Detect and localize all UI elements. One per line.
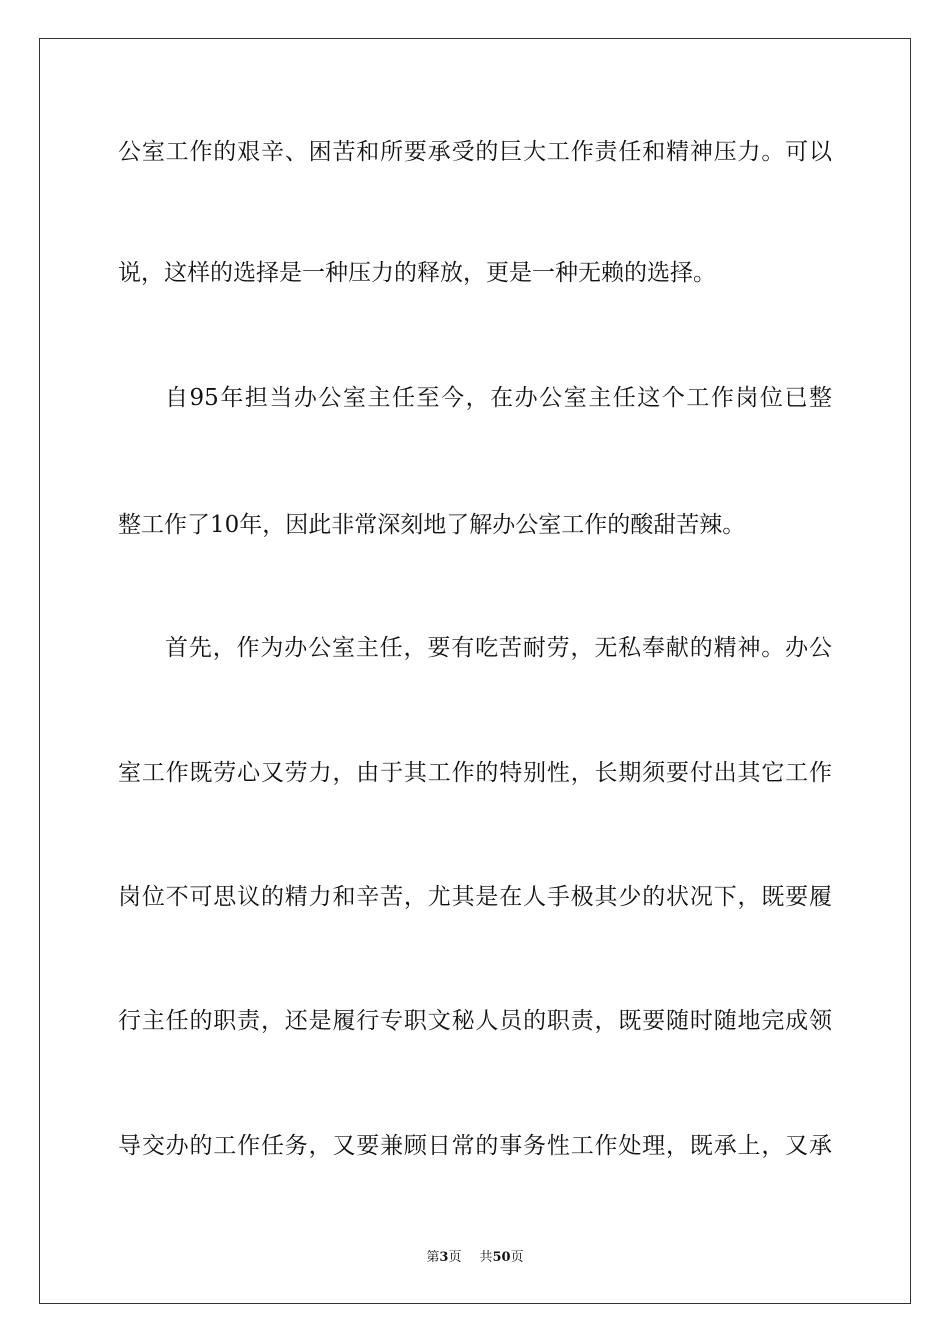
page-number: 3 — [439, 1250, 449, 1265]
paragraph-line: 岗位不可思议的精力和辛苦，尤其是在人手极其少的状况下，既要履 — [118, 884, 832, 910]
paragraph-line: 自95年担当办公室主任至今，在办公室主任这个工作岗位已整 — [165, 385, 832, 411]
paragraph-line: 说，这样的选择是一种压力的释放，更是一种无赖的选择。 — [118, 260, 716, 286]
paragraph-line: 首先，作为办公室主任，要有吃苦耐劳，无私奉献的精神。办公 — [165, 635, 832, 661]
page-suffix: 页 — [448, 1250, 462, 1265]
paragraph-line: 室工作既劳心又劳力，由于其工作的特别性，长期须要付出其它工作 — [118, 760, 832, 786]
page-footer — [0, 1250, 950, 1266]
paragraph-line: 行主任的职责，还是履行专职文秘人员的职责，既要随时随地完成领 — [118, 1008, 832, 1034]
total-prefix: 共 — [479, 1250, 493, 1265]
page-prefix: 第 — [426, 1250, 440, 1265]
page-frame — [39, 38, 911, 1304]
paragraph-line: 公室工作的艰辛、困苦和所要承受的巨大工作责任和精神压力。可以 — [118, 139, 832, 165]
paragraph-line: 整工作了10年，因此非常深刻地了解办公室工作的酸甜苦辣。 — [118, 512, 746, 538]
paragraph-line: 导交办的工作任务，又要兼顾日常的事务性工作处理，既承上，又承 — [118, 1133, 832, 1159]
total-suffix: 页 — [510, 1250, 524, 1265]
total-pages: 50 — [492, 1250, 511, 1265]
